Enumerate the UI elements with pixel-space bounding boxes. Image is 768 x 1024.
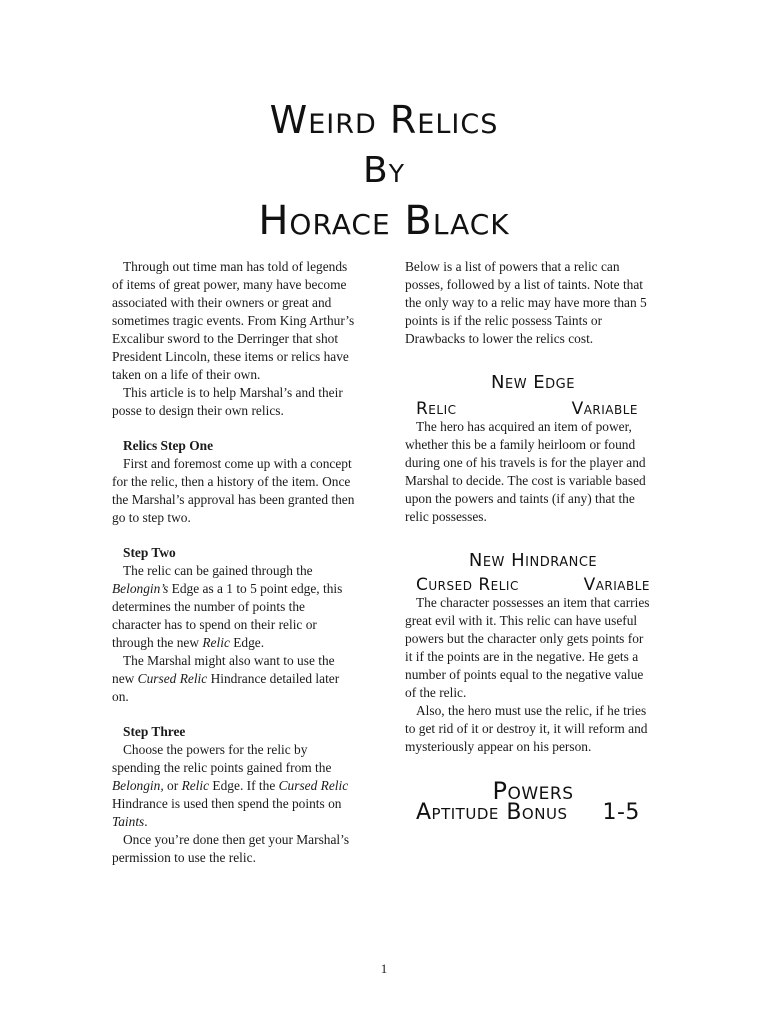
- new-hindrance-heading: New Hindrance: [468, 550, 598, 571]
- step-two-heading: Step Two: [123, 545, 176, 560]
- powers-heading: Powers: [492, 777, 574, 805]
- cursed-relic-name: Cursed Relic: [416, 575, 519, 595]
- right-column: [405, 258, 650, 825]
- title-author: Horace Black: [258, 198, 510, 244]
- title-line-2: By: [363, 150, 405, 191]
- step-three-paragraph-1: Choose the powers for the relic by spending the relic points gained from the Belongin, or Relic Edge. If the Cursed Relic Hindrance is used then spend the points on Taints.: [112, 742, 349, 829]
- page-number: 1: [380, 961, 388, 976]
- aptitude-bonus-row: [405, 800, 650, 825]
- step-two-paragraph-1: The relic can be gained through the Belongin’s Edge as a 1 to 5 point edge, this determines the number of points the character has to spend on their relic or through the new Relic Edge.: [112, 563, 343, 650]
- new-edge-heading: New Edge: [491, 372, 575, 393]
- cursed-relic-text-1: The character possesses an item that carries great evil with it. This relic can have useful powers but the character only gets points for it if the points are in the negative. He gets a number of points equal to the negative value of the relic.: [405, 595, 650, 700]
- step-three-paragraph-2: Once you’re done then get your Marshal’s permission to use the relic.: [112, 832, 350, 865]
- step-one-text: First and foremost come up with a concept for the relic, then a history of the item. Once the Marshal’s approval has been granted then go to step two.: [112, 456, 355, 525]
- aptitude-bonus-name: Aptitude Bonus: [416, 800, 568, 825]
- step-two-paragraph-2: The Marshal might also want to use the new Cursed Relic Hindrance detailed later on.: [112, 653, 340, 704]
- cursed-relic-cost: Variable: [583, 575, 650, 595]
- left-column: [112, 258, 357, 867]
- step-one-heading: Relics Step One: [123, 438, 214, 453]
- step-three-heading: Step Three: [123, 724, 186, 739]
- aptitude-bonus-cost: 1-5: [602, 800, 640, 825]
- title-line-1: Weird Relics: [269, 98, 499, 142]
- relic-edge-row: [405, 400, 650, 418]
- cursed-relic-row: [405, 576, 650, 594]
- relic-edge-text: The hero has acquired an item of power, whether this be a family heirloom or found during one of his travels is for the player and Marshal to decide. The cost is variable based upon the powers and taints (if any) that the relic possesses.: [405, 419, 646, 524]
- powers-intro-paragraph: Below is a list of powers that a relic can posses, followed by a list of taints. Note that the only way to a relic may have more than 5 points is if the relic possess Taints or Drawbacks to lower the relics cost.: [405, 259, 647, 346]
- intro-paragraph-2: This article is to help Marshal’s and their posse to design their own relics.: [112, 385, 343, 418]
- intro-paragraph-1: Through out time man has told of legends of items of great power, many have become associated with their owners or great and sometimes tragic events. From King Arthur’s Excalibur sword to the Derringer that shot President Lincoln, these items or relics have taken on a life of their own.: [112, 259, 355, 382]
- relic-edge-cost: Variable: [571, 399, 638, 419]
- cursed-relic-text-2: Also, the hero must use the relic, if he tries to get rid of it or destroy it, it will reform and mysteriously appear on his person.: [405, 703, 648, 754]
- relic-edge-name: Relic: [416, 399, 457, 419]
